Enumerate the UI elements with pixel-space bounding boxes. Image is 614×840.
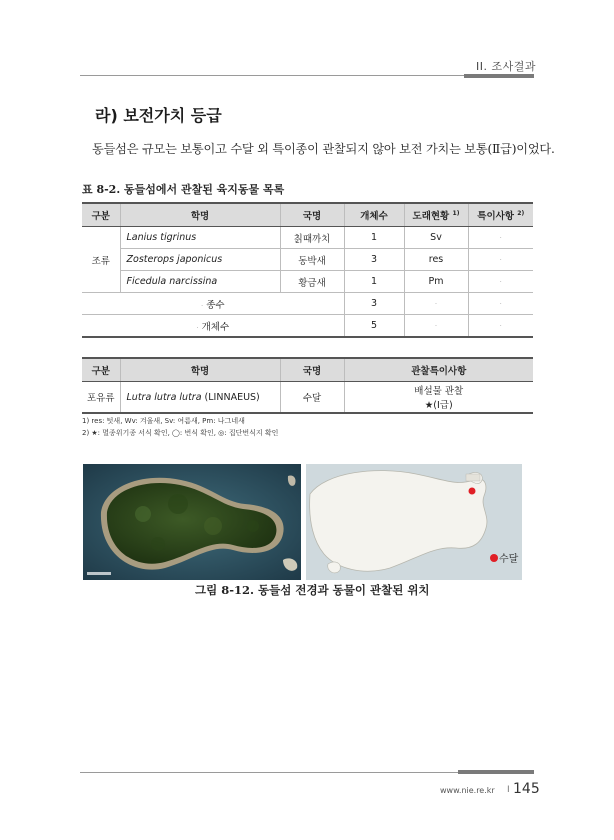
sci-name-cell: Lanius tigrinus (120, 227, 280, 249)
individual-total-row (82, 315, 533, 338)
individual-label (82, 315, 344, 338)
note-line-1: 배설물 관찰 (414, 386, 464, 397)
status-cell: res (404, 249, 468, 271)
note-cell: · (468, 249, 533, 271)
species-note-dash: · (468, 293, 533, 315)
note-cell (344, 382, 533, 414)
header-note-sup: 2) (517, 209, 525, 217)
header-sci: 학명 (120, 358, 280, 382)
status-cell: Pm (404, 271, 468, 293)
header-count: 개체수 (344, 203, 404, 227)
header-note (468, 203, 533, 227)
header-group: 구분 (82, 203, 120, 227)
species-status-dash: · (404, 293, 468, 315)
table-row (82, 382, 533, 414)
sci-name-author: (LINNAEUS) (201, 391, 260, 403)
sci-name-cell (120, 382, 280, 414)
dot-mark: · (196, 323, 199, 332)
table-header-row (82, 203, 533, 227)
header-kor: 국명 (280, 203, 344, 227)
aerial-photo-image (83, 464, 301, 580)
section-paragraph: 동들섬은 규모는 보통이고 수달 외 특이종이 관찰되지 않아 보전 가치는 보통(Ⅱ급)이었다. (92, 142, 555, 156)
header-status-sup: 1) (452, 209, 460, 217)
kor-name-cell: 동박새 (280, 249, 344, 271)
marker-north (469, 488, 476, 495)
individual-status-dash: · (404, 315, 468, 338)
count-cell: 1 (344, 271, 404, 293)
header-note-label: 특이사항 (477, 211, 514, 222)
header-group: 구분 (82, 358, 120, 382)
note-cell: · (468, 227, 533, 249)
footnote-2: 2) ★: 멸종위기종 서식 확인, ◯: 번식 확인, ◎: 집단번식지 확인 (82, 429, 279, 437)
otter-marker-label: 수달 (499, 554, 519, 565)
header-kor: 국명 (280, 358, 344, 382)
table-row (82, 227, 533, 249)
location-map-image (306, 464, 522, 580)
kor-name-cell: 칡때까치 (280, 227, 344, 249)
group-cell: 포유류 (82, 382, 120, 414)
header-status (404, 203, 468, 227)
dot-mark: · (200, 301, 204, 310)
note-cell: · (468, 271, 533, 293)
header-sci: 학명 (120, 203, 280, 227)
individual-value: 5 (344, 315, 404, 338)
footer-accent-bar (458, 770, 534, 774)
species-value: 3 (344, 293, 404, 315)
otter-marker (490, 554, 498, 562)
species-label-text: 종수 (206, 299, 225, 311)
individual-note-dash: · (468, 315, 533, 338)
sci-name-cell: Ficedula narcissina (120, 271, 280, 293)
footer-url: www.nie.re.kr (440, 786, 495, 795)
header-accent-bar (464, 74, 534, 78)
count-cell: 3 (344, 249, 404, 271)
species-total-row (82, 293, 533, 315)
table-row (82, 249, 533, 271)
table-header-row (82, 358, 533, 382)
footer-separator: I (507, 785, 510, 795)
header-note: 관찰특이사항 (344, 358, 533, 382)
land-animal-table (82, 202, 533, 338)
figure-caption: 그림 8-12. 동들섬 전경과 동물이 관찰된 위치 (195, 583, 430, 597)
footnote-1: 1) res: 텃새, Wv: 겨울새, Sv: 여름새, Pm: 나그네새 (82, 417, 245, 425)
kor-name-cell: 수달 (280, 382, 344, 414)
location-map (306, 464, 522, 580)
kor-name-cell: 황금새 (280, 271, 344, 293)
mammal-table (82, 357, 533, 414)
count-cell: 1 (344, 227, 404, 249)
group-cell: 조류 (82, 227, 120, 293)
aerial-photo (83, 464, 301, 580)
table-caption: 표 8-2. 동들섬에서 관찰된 육지동물 목록 (82, 183, 285, 196)
status-cell: Sv (404, 227, 468, 249)
species-label (82, 293, 344, 315)
header-status-label: 도래현황 (412, 211, 450, 222)
sci-name-italic: Lutra lutra lutra (126, 391, 202, 403)
section-title: 라) 보전가치 등급 (95, 106, 222, 125)
page-number: 145 (513, 781, 540, 797)
table-row (82, 271, 533, 293)
chapter-header: II. 조사결과 (476, 60, 536, 73)
sci-name-cell: Zosterops japonicus (120, 249, 280, 271)
individual-label-text: 개체수 (201, 321, 230, 333)
note-line-2: ★(Ⅰ급) (424, 400, 453, 411)
